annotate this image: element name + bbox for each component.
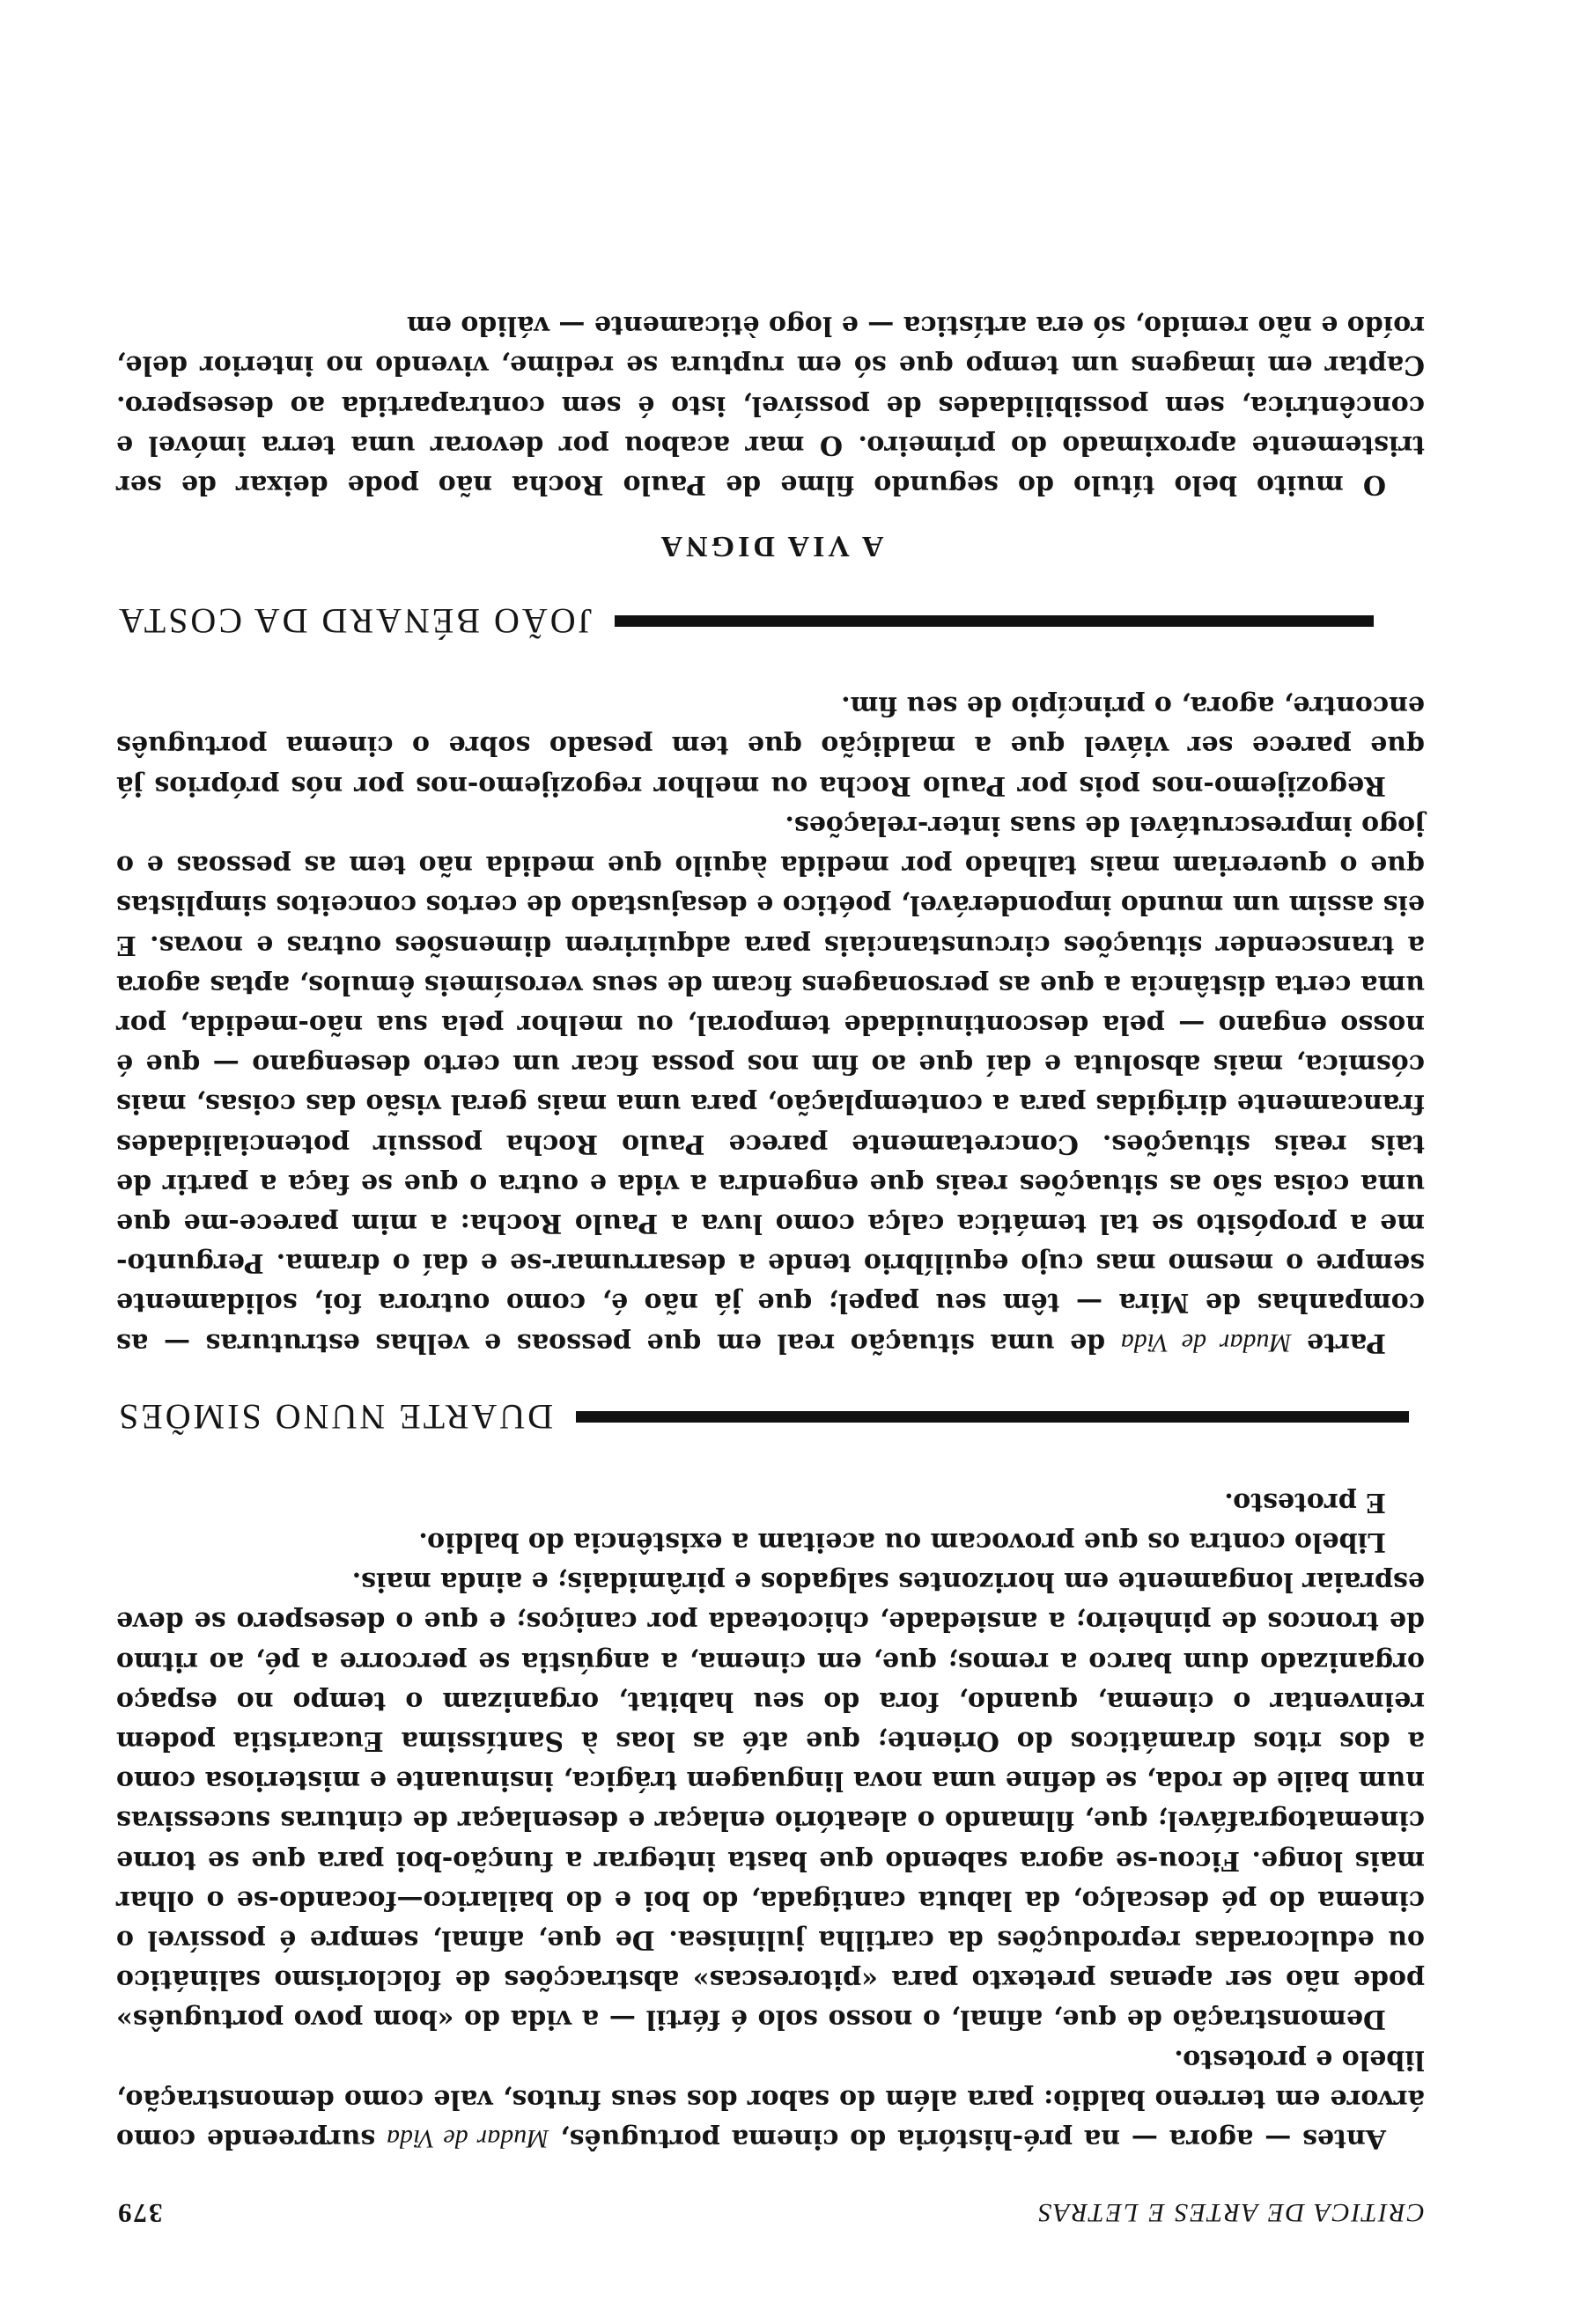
running-header xyxy=(116,2197,1425,2229)
text-run: Antes — agora — na pré-história do cinema português, xyxy=(549,2123,1386,2154)
paragraph: Demonstração de que, afinal, o nosso solo é fértil — a vida do «bom povo português» pode não ser apenas pretexto para «pitorescas» abstracções de folclorismo salinático ou edulcoradas reproduções da cartilha juliniseа. De que, afinal, sempre é possível o cinema do pé descalço, da labuta cantigada, do boi e do bailarico—focando-se o olhar mais longe. Ficou-se agora sabendo que basta integrar a função-boi para que se torne cinematografável; que, filmando o aleatório enlaçar e desenlaçar de cinturas sucessivas num baile de roda, se define uma nova linguagem trágica, insinuante e misteriosa como a dos ritos dramáticos do Oriente; que até as loas à Santíssima Eucaristia podem reinventar o cinema, quando, fora do seu habitat, organizam o tempo no espaço organizado dum barco a remos; que, em cinema, a angústia se percorre a pé, ao ritmo de troncos de pinheiro; a ansiedade, chicoteada por caniços; e que o desespero se deve espraiar longamente em horizontes salgados e pirâmidais; e ainda mais. xyxy=(116,1566,1425,2035)
paragraph: Regozijemo-nos pois por Paulo Rocha ou melhor regozijemo-nos por nós próprios já que parece ser viável que a maldição que tem pesado sobre o cinema português encontre, agora, o princípio de seu fim. xyxy=(116,690,1425,801)
author-signature xyxy=(116,585,1425,656)
section-title: A VIA DIGNA xyxy=(657,530,884,563)
paragraph: Libelo contra os que provocam ou aceitam a existência do baldio. xyxy=(418,1526,1386,1557)
author-rule xyxy=(615,615,1374,627)
author-name: DUARTE NUNO SIMÕES xyxy=(116,1397,554,1438)
page-number: 379 xyxy=(116,2198,163,2229)
text-run: de uma situação real em que pessoas e velhas estruturas — as companhas de Mira — têm seu papel; que já não é, como outrora foi, solidamente sempre o mesmo mas cujo equilíbrio tende a desarrumar-se e daí o drama. Pergunto-me a propósito se tal temática calça como luva a Paulo Rocha: a mim parece-me que uma coisa são as situações reais que engendra a vida e outra o que se faça a partir de tais reais situações. Concretamente parece Paulo Rocha possuir potencialidades francamente dirigidas para a contemplação, para uma mais geral visão das coisas, mais cósmica, mais absoluta e daí que ao fim nos possa ficar um certo desengano — que é nosso engano — pela descontinuidade temporal, ou melhor pela sua não-medida, por uma certa distância a que as personagens ficam de seus verosímeis êmulos, aptas agora a transcender situações circunstanciais para adquirirem dimensões outras e novas. E eis assim um mundo imponderável, poético e desajustado de certos conceitos simplistas que o quereriam mais talhado por medida àquilo que medida não tem as pessoas e o jogo imprescrutável de suas inter-relações. xyxy=(116,809,1425,1358)
running-title: CRITICA DE ARTES E LETRAS xyxy=(1036,2198,1425,2227)
page-content xyxy=(116,305,1425,2229)
author-signature xyxy=(116,1382,1425,1452)
author-rule xyxy=(576,1411,1409,1423)
author-name: JOÃO BÉNARD DA COSTA xyxy=(116,600,593,641)
paragraph xyxy=(116,2039,1425,2159)
film-title: Mudar de Vida xyxy=(387,2124,549,2153)
text-run: Parte xyxy=(1291,1327,1386,1358)
paragraph: E protesto. xyxy=(1224,1486,1386,1518)
paragraph: O muito belo título do segundo filme de Paulo Rocha não pode deixar de ser tristemente aproximado do primeiro. O mar acabou por devorar uma terra imóvel e concêntrica, sem possibilidades de possível, isto é sem contrapartida ao desespero. Captar em imagens um tempo que só em ruptura se redime, vivendo no interior dele, roído e não remido, só era artística — e logo èticamente — válido em xyxy=(116,310,1425,501)
text-run: surpreende como árvore em terreno baldio: para além do sabor dos seus frutos, vale como demonstração, libelo e protesto. xyxy=(116,2043,1425,2154)
film-title: Mudar de Vida xyxy=(1120,1327,1292,1357)
paragraph xyxy=(116,805,1425,1363)
